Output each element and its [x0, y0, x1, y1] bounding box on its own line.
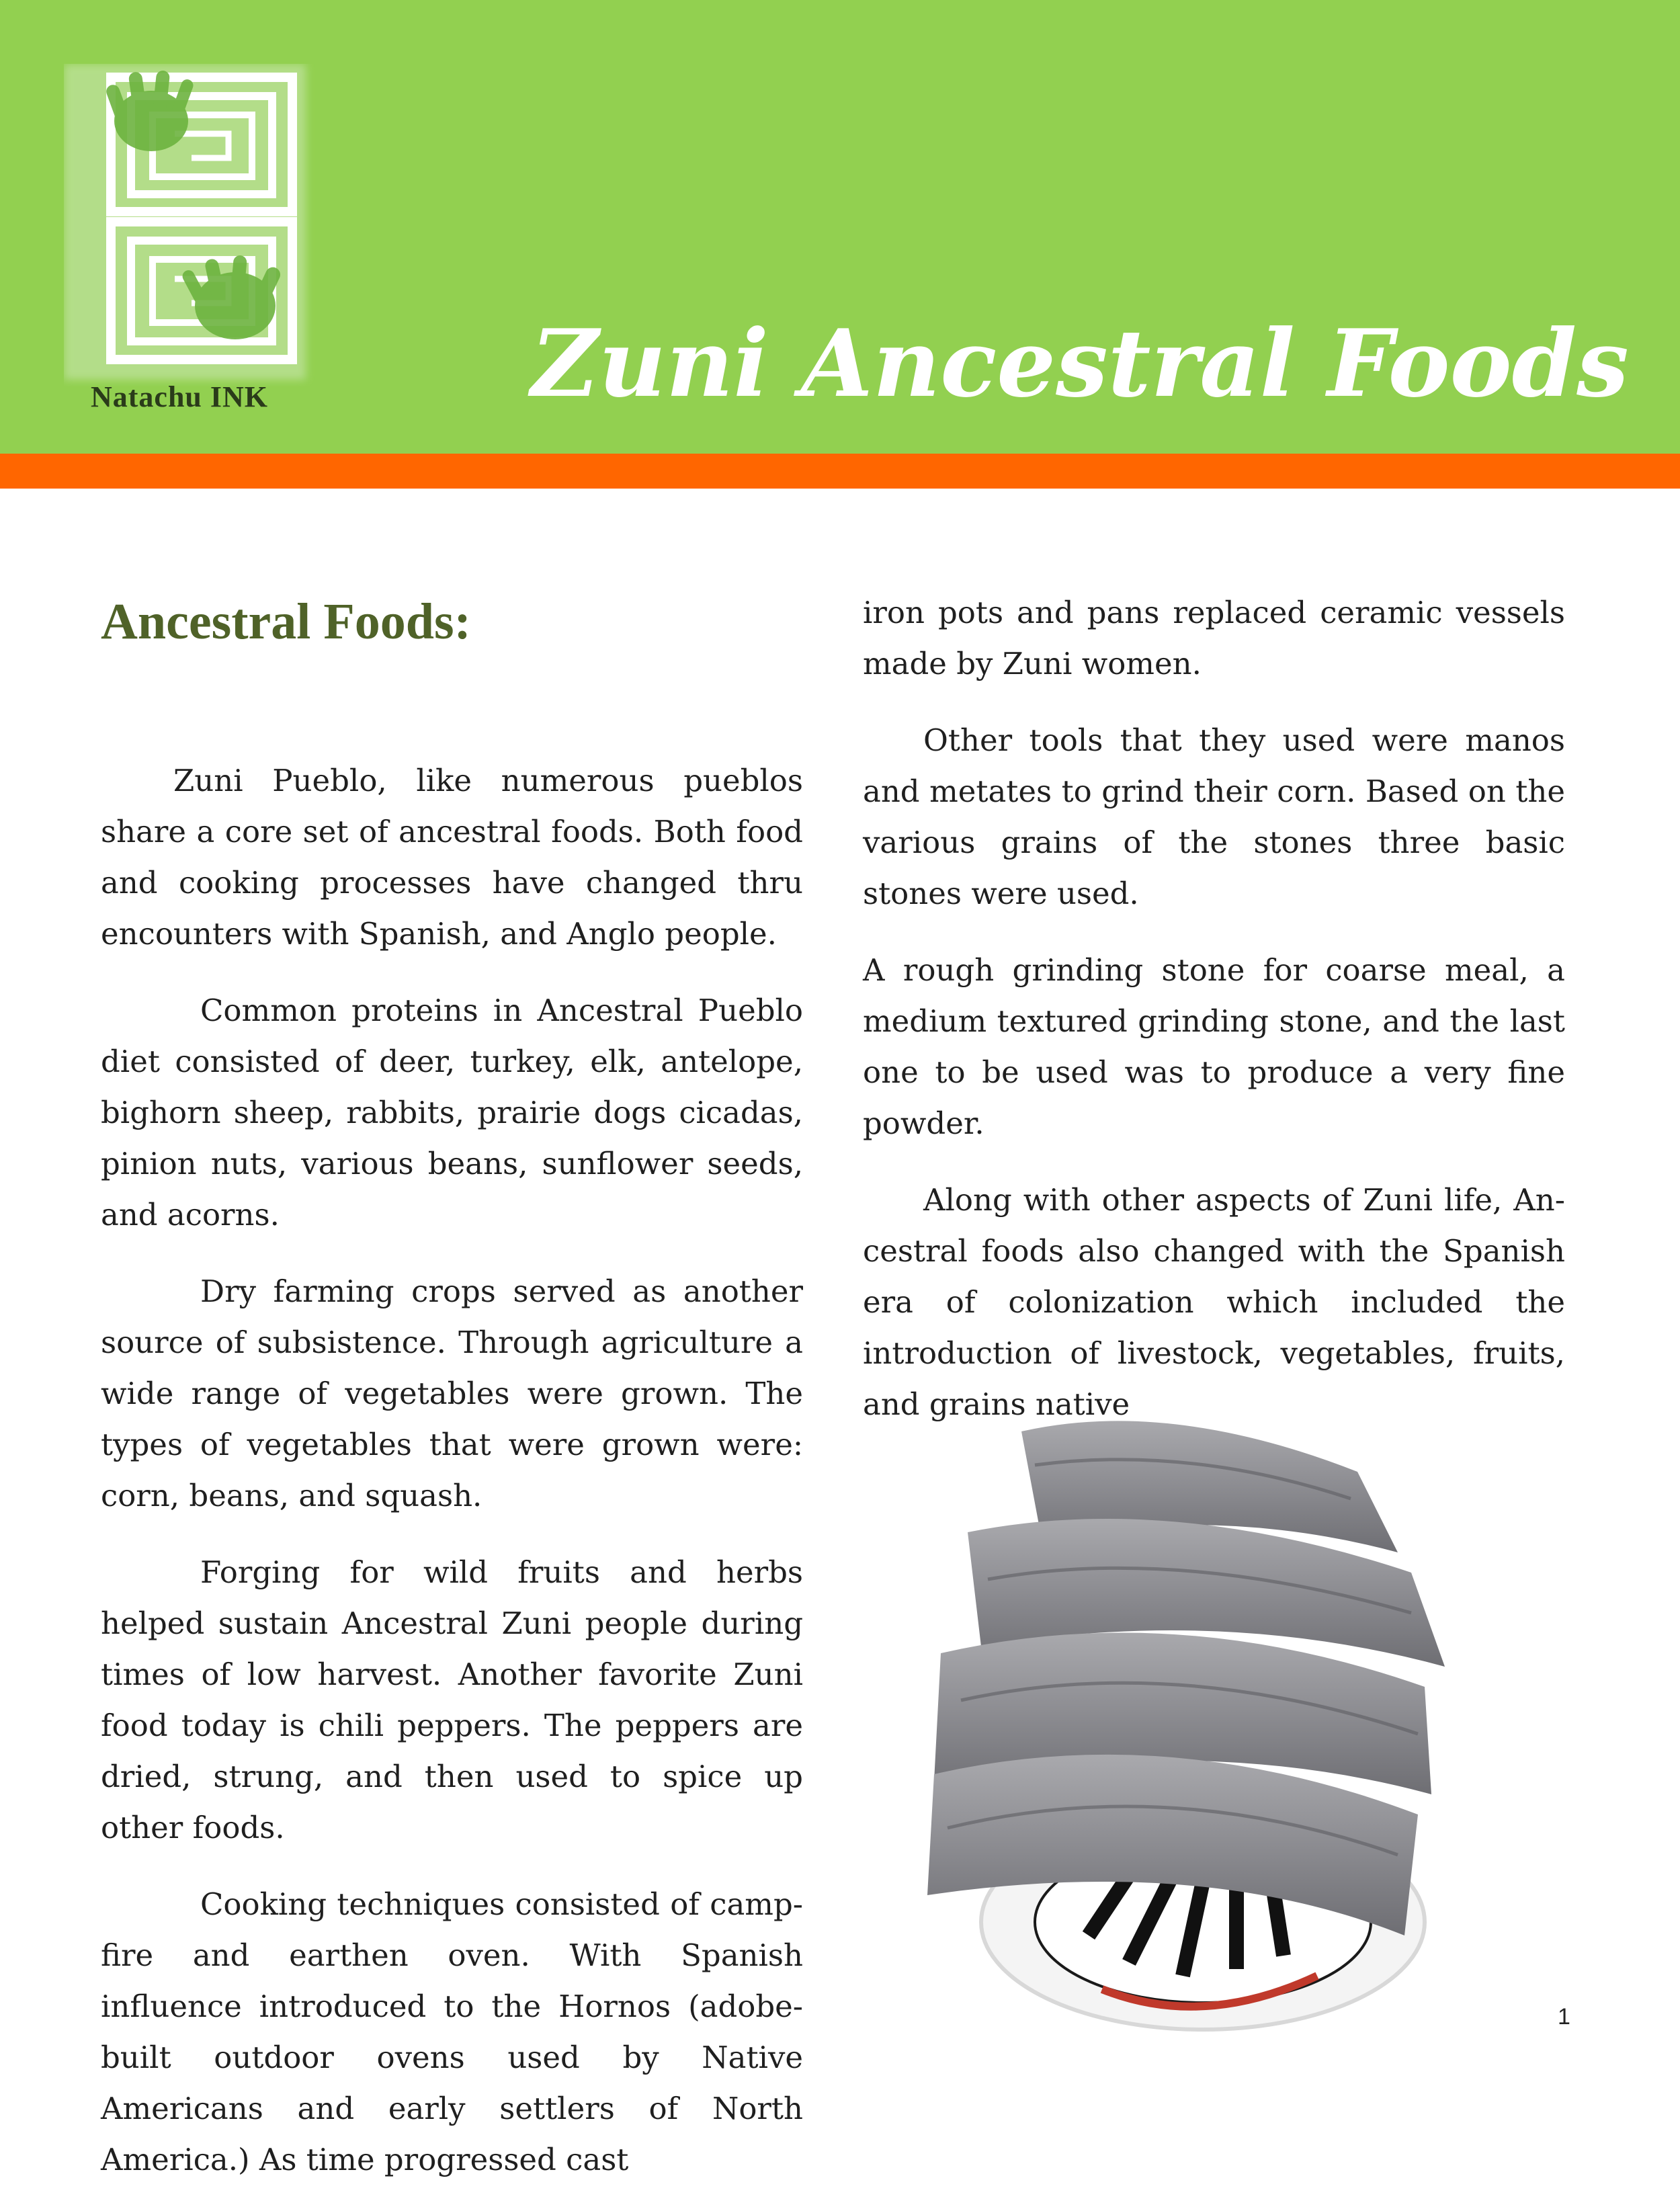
piki-bread-photo	[887, 1384, 1566, 2056]
paragraph: Cooking techniques consisted of campfire and earthen oven. With Spanish influence introduced to the Hornos (adobe-built outdoor ovens used by Native Americans and early settlers of North America.) As time progressed cast	[101, 1886, 803, 2177]
paragraph: Forging for wild fruits and herbs helped sustain Ancestral Zuni people during times of low harvest. Another favorite Zuni food today is chili peppers. The peppers are dried, strung, and then used to spice up other foods.	[101, 1554, 803, 1845]
paragraph: Along with other aspects of Zuni life, Ancestral foods also changed with the Spanish era of colonization which included the introduction of livestock, vegetables, fruits, and grains native	[863, 1182, 1565, 1422]
logo-wordmark: Natachu INK	[91, 380, 269, 413]
paragraph: Zuni Pueblo, like numerous pueblos share a core set of ancestral foods. Both food and cooking processes have changed thru encounters with Spanish, and Anglo people.	[101, 763, 803, 952]
left-text-column	[101, 755, 803, 2211]
header-accent-bar	[0, 454, 1680, 489]
maze-handprint-logo-icon	[64, 64, 319, 386]
right-text-column	[863, 587, 1565, 1456]
page-number: 1	[1558, 2004, 1570, 2030]
paragraph: Dry farming crops served as another source of subsistence. Through agriculture a wide range of vegetables were grown. The types of vegetables that were grown were: corn, beans, and squash.	[101, 1274, 803, 1513]
piki-bread-on-plate-image	[887, 1384, 1566, 2056]
natachu-ink-logo	[64, 64, 319, 440]
paragraph: iron pots and pans replaced ceramic vessels made by Zuni women.	[863, 595, 1565, 681]
page-title: Zuni Ancestral Foods	[531, 308, 1629, 419]
section-heading: Ancestral Foods:	[101, 593, 471, 650]
paragraph: Other tools that they used were manos and metates to grind their corn. Based on the various grains of the stones three basic stones were used.	[863, 722, 1565, 911]
paragraph: Common proteins in Ancestral Pueblo diet consisted of deer, turkey, elk, antelope, bighorn sheep, rabbits, prairie dogs cicadas, pinion nuts, various beans, sunflower seeds, and acorns.	[101, 993, 803, 1233]
paragraph: A rough grinding stone for coarse meal, a medium textured grinding stone, and the last one to be used was to produce a very fine powder.	[863, 952, 1565, 1141]
